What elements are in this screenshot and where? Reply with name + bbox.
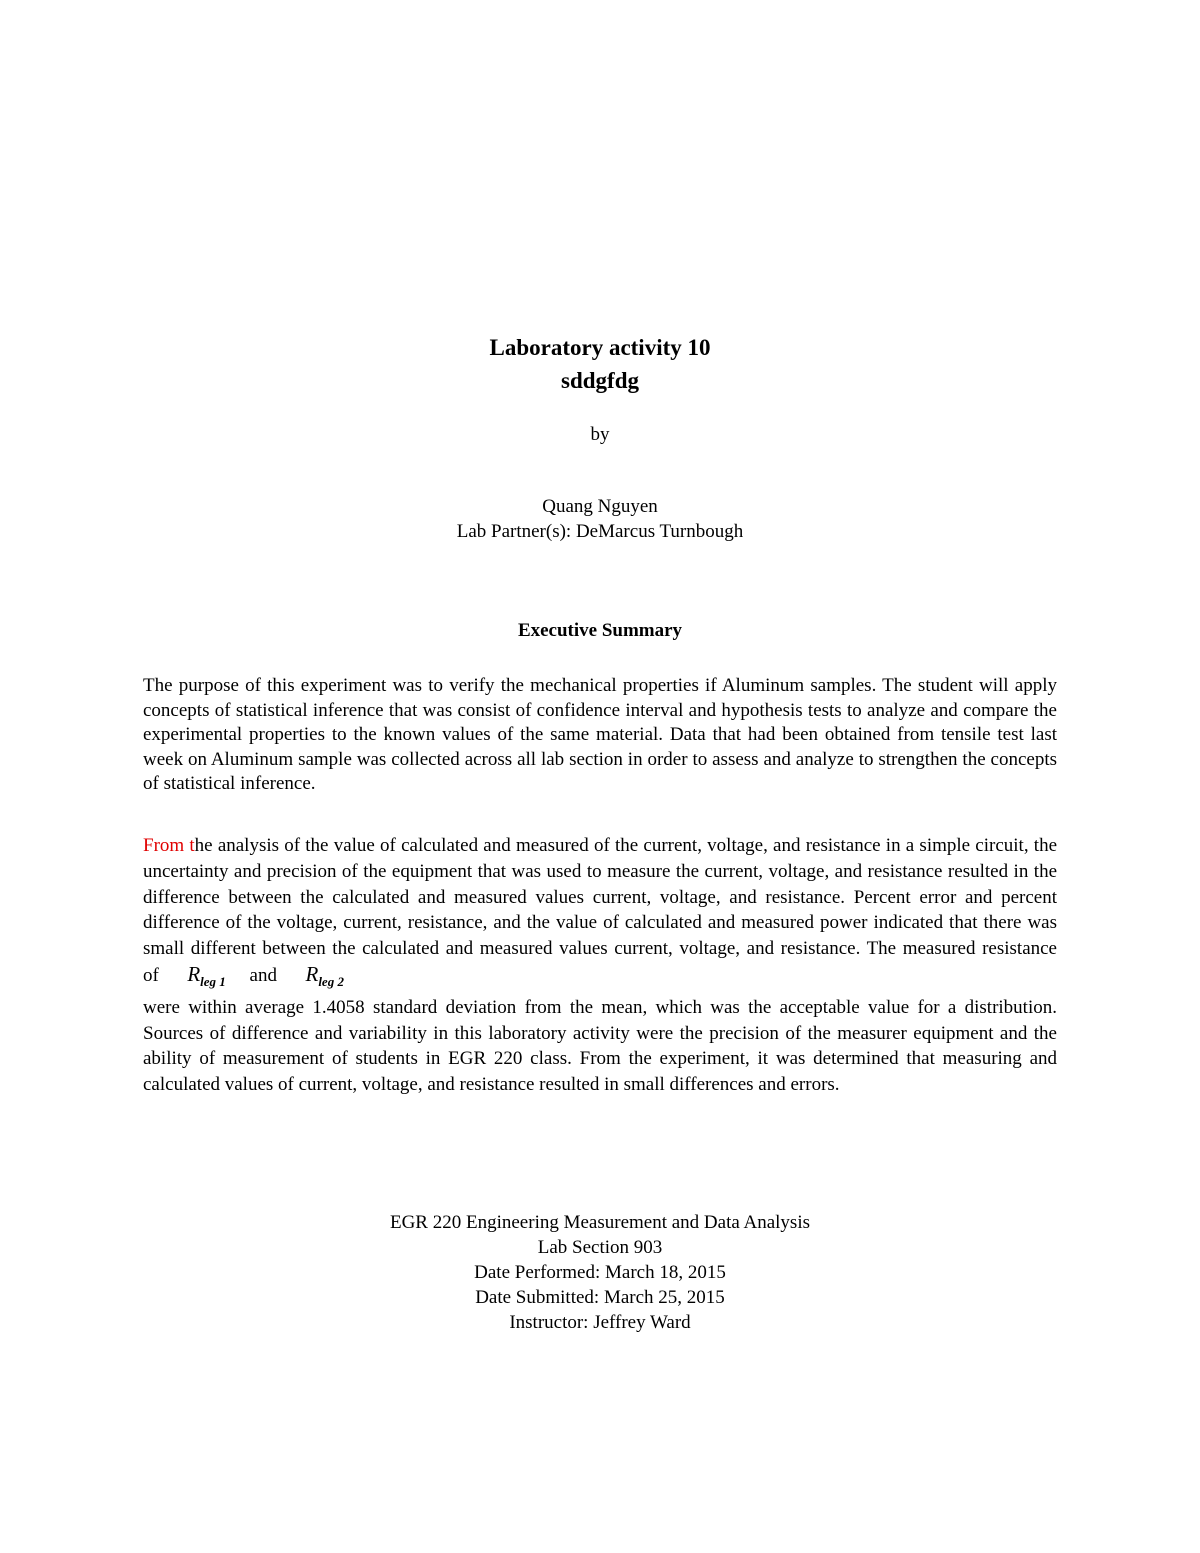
math-r-leg2 [305,961,344,989]
and-word: and [249,964,277,986]
math-r-leg1 [187,961,226,989]
executive-summary-heading: Executive Summary [517,620,683,641]
date-performed: Date Performed: March 18, 2015 [474,1262,726,1283]
summary-paragraph-1: The purpose of this experiment was to verify the mechanical properties if Aluminum samples. The student will apply concepts of statistical inference that was consist of confidence interval and hypothesis tests to analyze and compare the experimental properties to the known values of the same material. Data that had been obtained from tensile test last week on Aluminum sample was collected across all lab section in order to assess and analyze to strengthen the concepts of statistical inference. [143,675,1057,795]
math-r-leg2-base: R [305,961,319,986]
math-r-leg1-base: R [187,961,201,986]
paragraph-text-part1: he analysis of the value of calculated and measured of the current, voltage, and resistance in a simple circuit, the uncertainty and precision of the equipment that was used to measure the current, voltage, and resistance resulted in the difference between the calculated and measured values current, voltage, and resistance. Percent error and percent difference of the voltage, current, resistance, and the value of calculated and measured power indicated that there was small different between the calculated and measured values current, voltage, and resistance. The measured resistance of [143,835,1058,986]
course-name: EGR 220 Engineering Measurement and Data Analysis [389,1212,810,1233]
by-line: by [590,424,610,445]
paragraph-text-part2: were within average 1.4058 standard deviation from the mean, which was the acceptable value for a distribution. Sources of difference and variability in this laboratory activity were the precision of the measurer equipment and the ability of measurement of students in EGR 220 class. From the experiment, it was determined that measuring and calculated values of current, voltage, and resistance resulted in small differences and errors. [143,996,1057,1096]
math-r-leg2-sub: leg 2 [318,973,344,989]
lab-section: Lab Section 903 [537,1237,663,1258]
highlighted-text: From t [143,835,195,856]
lab-partner: Lab Partner(s): DeMarcus Turnbough [456,521,744,542]
date-submitted: Date Submitted: March 25, 2015 [475,1287,725,1308]
author-name: Quang Nguyen [542,496,658,517]
report-subtitle: sddgfdg [561,368,639,393]
summary-paragraph-2 [143,833,1057,1098]
instructor: Instructor: Jeffrey Ward [509,1312,691,1333]
report-title: Laboratory activity 10 [489,335,711,360]
math-r-leg1-sub: leg 1 [200,973,226,989]
